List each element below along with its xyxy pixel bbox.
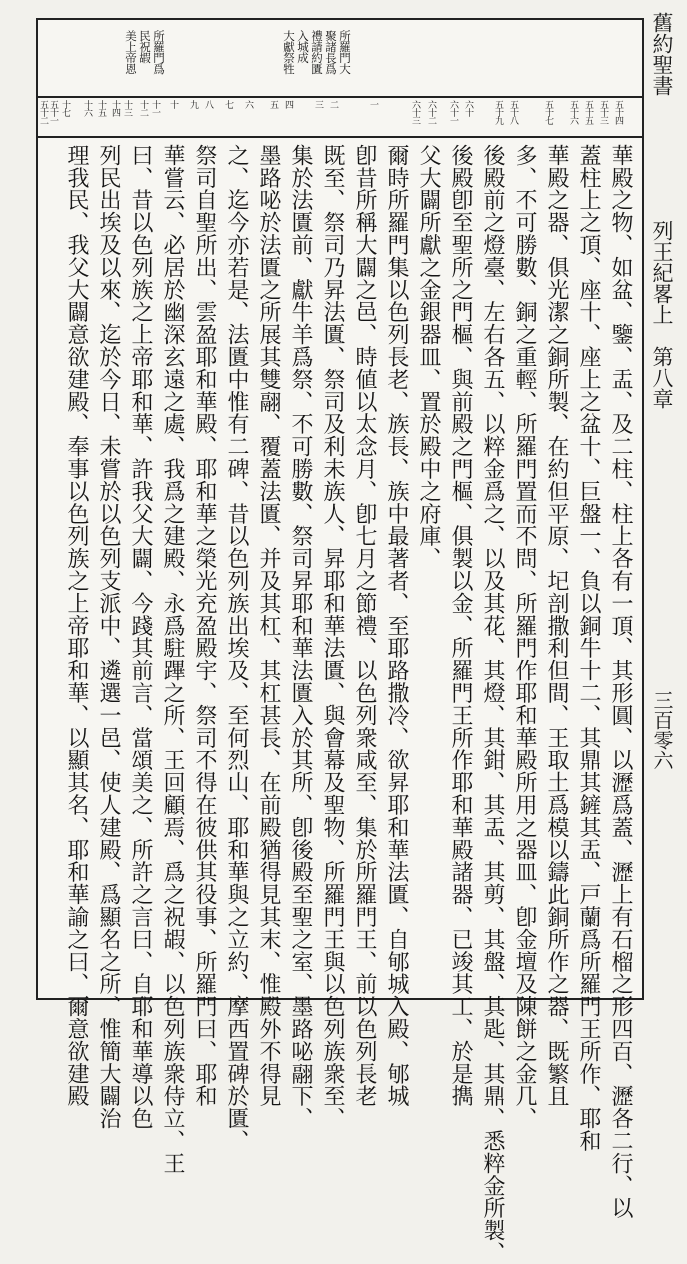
text-column: 集於法匱前、獻牛羊爲祭、不可勝數、祭司昇耶和華法匱入於其所、卽後殿至聖之室、墨路咇翮下、 — [288, 144, 313, 1130]
body-text — [46, 144, 636, 1264]
verse-number: 三 — [313, 100, 323, 108]
verse-number: 五十七 — [543, 100, 553, 124]
marginal-note: 美上帝恩 — [124, 30, 138, 74]
marginal-note: 大獻祭牲 — [282, 30, 296, 74]
verse-number: 五十一 — [48, 100, 58, 124]
verse-number: 五十九 — [493, 100, 503, 124]
verse-number: 一 — [368, 100, 378, 108]
text-column: 華殿之器、俱光潔之銅所製、在約但平原、𡉏剖撒利但間、王取土爲模以鑄此銅所作之器、既繁且 — [544, 144, 569, 1108]
text-column: 華嘗云、必居於幽深玄遠之處、我爲之建殿、永爲駐蹕之所、王回顧焉、爲之祝嘏、以色列族衆侍立、王 — [160, 144, 185, 1175]
verse-number: 五十二 — [38, 100, 48, 124]
section-title: 列王紀畧上 — [650, 220, 674, 325]
verse-number: 五十四 — [613, 100, 623, 124]
text-column: 卽昔所稱大闢之邑、時値以太念月、卽七月之節禮、以色列衆咸至、集於所羅門王、前以色列長老 — [352, 144, 377, 1108]
verse-number: 五十三 — [598, 100, 608, 124]
text-column: 列民出埃及以來、迄於今日、未嘗於以色列支派中、遴選一邑、使人建殿、爲顯名之所、惟簡大闢治 — [96, 144, 121, 1130]
text-column: 爾時所羅門集以色列長老、族長、族中最著者、至耶路撒冷、欲昇耶和華法匱、自郇城入殿、郇城 — [384, 144, 409, 1108]
text-column: 既至、祭司乃昇法匱、祭司及利未族人、昇耶和華法匱、與會幕及聖物、所羅門王與以色列族衆至、 — [320, 144, 345, 1130]
text-column: 之、迄今亦若是、法匱中惟有二碑、昔以色列族出埃及、至何烈山、耶和華與之立約、摩西置碑於匱、 — [224, 144, 249, 1152]
verse-number: 十三 — [122, 100, 132, 116]
verse-number: 四 — [283, 100, 293, 108]
text-column: 華殿之物、如盆、鑒、盂、及二柱、柱上各有一頂、其形圓、以瀝爲蓋、瀝上有石榴之形四百、瀝各二行、以 — [608, 144, 633, 1220]
verse-number: 八 — [203, 100, 213, 108]
marginal-note: 民祝嘏 — [138, 30, 152, 63]
verse-number: 六十一 — [448, 100, 458, 124]
verse-number: 十二 — [138, 100, 148, 116]
text-column: 父大闢所獻之金銀器皿、置於殿中之府庫、 — [416, 144, 441, 570]
verse-number: 五十六 — [568, 100, 578, 124]
marginal-note: 禮請約匱 — [310, 30, 324, 74]
text-column: 墨路咇於法匱之所展其雙翮、覆蓋法匱、并及其杠、其杠甚長、在前殿猶得見其末、惟殿外不得見 — [256, 144, 281, 1108]
chapter-heading — [645, 220, 679, 409]
marginal-note: 聚諸長爲 — [324, 30, 338, 74]
text-column: 後殿卽至聖所之門樞、與前殿之門樞、俱製以金、所羅門王所作耶和華殿諸器、已竣其工、於是擕 — [448, 144, 473, 1108]
verse-number: 五 — [268, 100, 278, 108]
verse-number: 六十 — [463, 100, 473, 116]
text-column: 曰、昔以色列族之上帝耶和華、許我父大闢、今踐其前言、當頌美之、所許之言曰、自耶和華導以色 — [128, 144, 153, 1130]
verse-number: 十五 — [96, 100, 106, 116]
verse-number: 二 — [328, 100, 338, 108]
verse-number: 十 — [168, 100, 178, 108]
marginal-notes-area — [38, 20, 642, 98]
verse-number: 九 — [188, 100, 198, 108]
book-title: 舊約聖書 — [650, 12, 674, 96]
page-frame — [36, 18, 644, 1264]
verse-number: 六十二 — [426, 100, 436, 124]
marginal-note: 所羅門大 — [338, 30, 352, 74]
verse-number: 七 — [223, 100, 233, 108]
verse-number: 六 — [243, 100, 253, 108]
verse-number: 十四 — [110, 100, 120, 116]
verse-number: 五十五 — [583, 100, 593, 124]
verse-number: 十一 — [150, 100, 160, 116]
marginal-note: 入城成 — [296, 30, 310, 63]
verse-number: 五十八 — [508, 100, 518, 124]
marginal-note: 所羅門爲 — [152, 30, 166, 74]
verse-number-row — [38, 96, 642, 138]
page-number: 三百零六 — [650, 690, 674, 770]
verse-number: 六十三 — [410, 100, 420, 124]
chapter-number: 第八章 — [650, 346, 674, 409]
text-column: 蓋柱上之頂、座十、座上之盆十、巨盤一、負以銅牛十二、其鼎其鏟其盂、戸蘭爲所羅門王所作、耶和 — [576, 144, 601, 1152]
text-column: 理我民、我父大闢意欲建殿、奉事以色列族之上帝耶和華、以顯其名、耶和華諭之曰、爾意欲建殿 — [64, 144, 89, 1108]
verse-number: 十六 — [82, 100, 92, 116]
text-column: 祭司自聖所出、雲盈耶和華殿、耶和華之榮光充盈殿宇、祭司不得在彼供其役事、所羅門曰、耶和 — [192, 144, 217, 1108]
verse-number: 十七 — [60, 100, 70, 116]
text-column: 多、不可勝數、銅之重輕、所羅門置而不問、所羅門作耶和華殿所用之器皿、卽金壇及陳餅之金几、 — [512, 144, 537, 1130]
text-column: 後殿前之燈臺、左右各五、以粹金爲之、以及其花、其燈、其鉗、其盂、其剪、其盤、其匙、其鼎、悉粹金所製、 — [480, 144, 505, 1264]
